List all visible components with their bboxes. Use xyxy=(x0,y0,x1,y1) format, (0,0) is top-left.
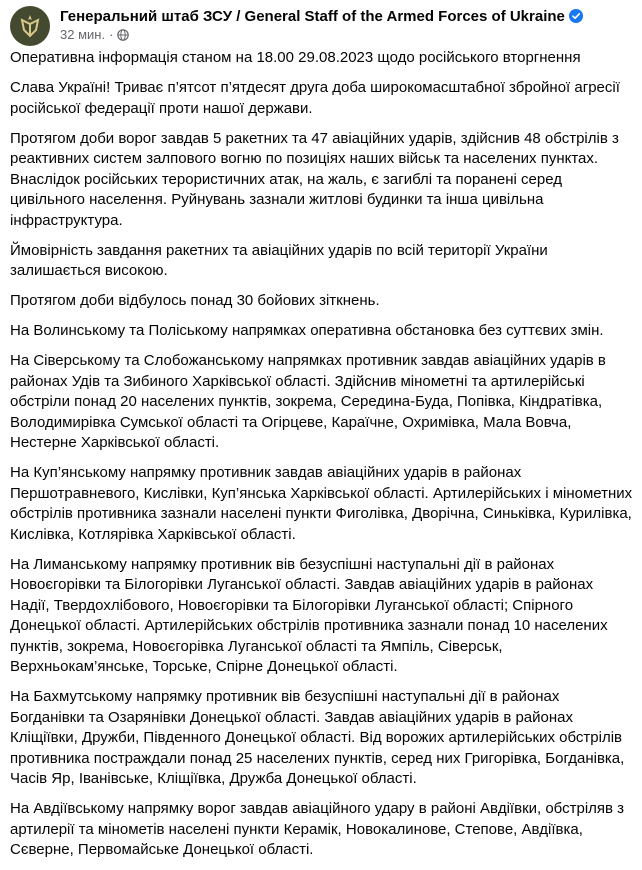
meta-separator: · xyxy=(109,27,114,42)
post-paragraph: На Лиманському напрямку противник вів безуспішні наступальні дії в районах Новоєгорівки та Білогорівки Луганської області. Завдав авіаційних ударів в районах Надії, Твердохлібового, Новоєгорівки та Білогорівки Луганської області; Спірного Донецької області. Артилерійських обстрілів противника зазнали понад 10 населених пунктів, зокрема, Новоєгорівка Луганської області та Ямпіль, Сіверськ, Верхньокам’янське, Торське, Спірне Донецької області. xyxy=(10,555,608,675)
post-timestamp[interactable]: 32 мин. xyxy=(60,27,106,42)
post-paragraph: Оперативна інформація станом на 18.00 29.08.2023 щодо російського вторгнення xyxy=(10,49,581,66)
post-paragraph: На Куп’янському напрямку противник завдав авіаційних ударів в районах Першотравневого, Кислівки, Куп’янська Харківської області. Артилерійських і мінометних обстрілів противника зазнали населені пункти Фиголівка, Дворічна, Синьківка, Курилівка, Кислівка, Котлярівка Харківської області. xyxy=(10,464,633,543)
post-paragraph: Ймовірність завдання ракетних та авіаційних ударів по всій території України залишається високою. xyxy=(10,241,548,279)
post-paragraph: На Сіверському та Слобожанському напрямках противник завдав авіаційних ударів в районах Удів та Зибиного Харківської області. Здійснив мінометні та артилерійські обстріли понад 20 населених пунктів, зокрема, Середина-Буда, Попівка, Кіндратівка, Володимирівка Сумської області та Огірцеве, Караїчне, Охримівка, Мала Вовча, Нестерне Харківської області. xyxy=(10,352,606,451)
post-paragraph: На Авдіївському напрямку ворог завдав авіаційного удару в районі Авдіївки, обстріляв з артилерії та мінометів населені пункти Керамік, Новокалинове, Степове, Авдіївка, Сєверне, Первомайське Донецької області. xyxy=(10,800,625,858)
armed-forces-emblem-icon xyxy=(20,14,40,38)
post-paragraph: Протягом доби відбулось понад 30 бойових зіткнень. xyxy=(10,292,380,309)
post-text xyxy=(10,48,634,870)
post-header xyxy=(10,6,630,46)
post-paragraph: Протягом доби ворог завдав 5 ракетних та 47 авіаційних ударів, здійснив 48 обстрілів з реактивних систем залпового вогню по позиціях наших військ та населених пунктах. Внаслідок російських терористичних атак, на жаль, є загиблі та поранені серед цивільного населення. Руйнувань зазнали житлові будинки та інша цивільна інфраструктура. xyxy=(10,129,619,229)
post-paragraph: На Бахмутському напрямку противник вів безуспішні наступальні дії в районах Богданівки та Озарянівки Донецької області. Завдав авіаційних ударів в районах Кліщіївки, Дружби, Південного Донецької області. Від ворожих артилерійських обстрілів противника постраждали понад 25 населених пунктів, серед них Григорівка, Богданівка, Часів Яр, Іванівське, Кліщіївка, Дружба Донецької області. xyxy=(10,688,625,787)
avatar[interactable] xyxy=(10,6,50,46)
globe-icon[interactable] xyxy=(117,29,129,41)
post-paragraph: Слава Україні! Триває п’ятсот п’ятдесят друга доба широкомасштабної збройної агресії російської федерації проти нашої держави. xyxy=(10,79,620,117)
post-paragraph: На Волинському та Поліському напрямках оперативна обстановка без суттєвих змін. xyxy=(10,322,604,339)
page-name[interactable]: Генеральний штаб ЗСУ / General Staff of the Armed Forces of Ukraine xyxy=(60,8,565,25)
page-name-link[interactable] xyxy=(60,8,583,25)
post-meta xyxy=(60,27,129,42)
verified-badge-icon xyxy=(569,9,583,23)
